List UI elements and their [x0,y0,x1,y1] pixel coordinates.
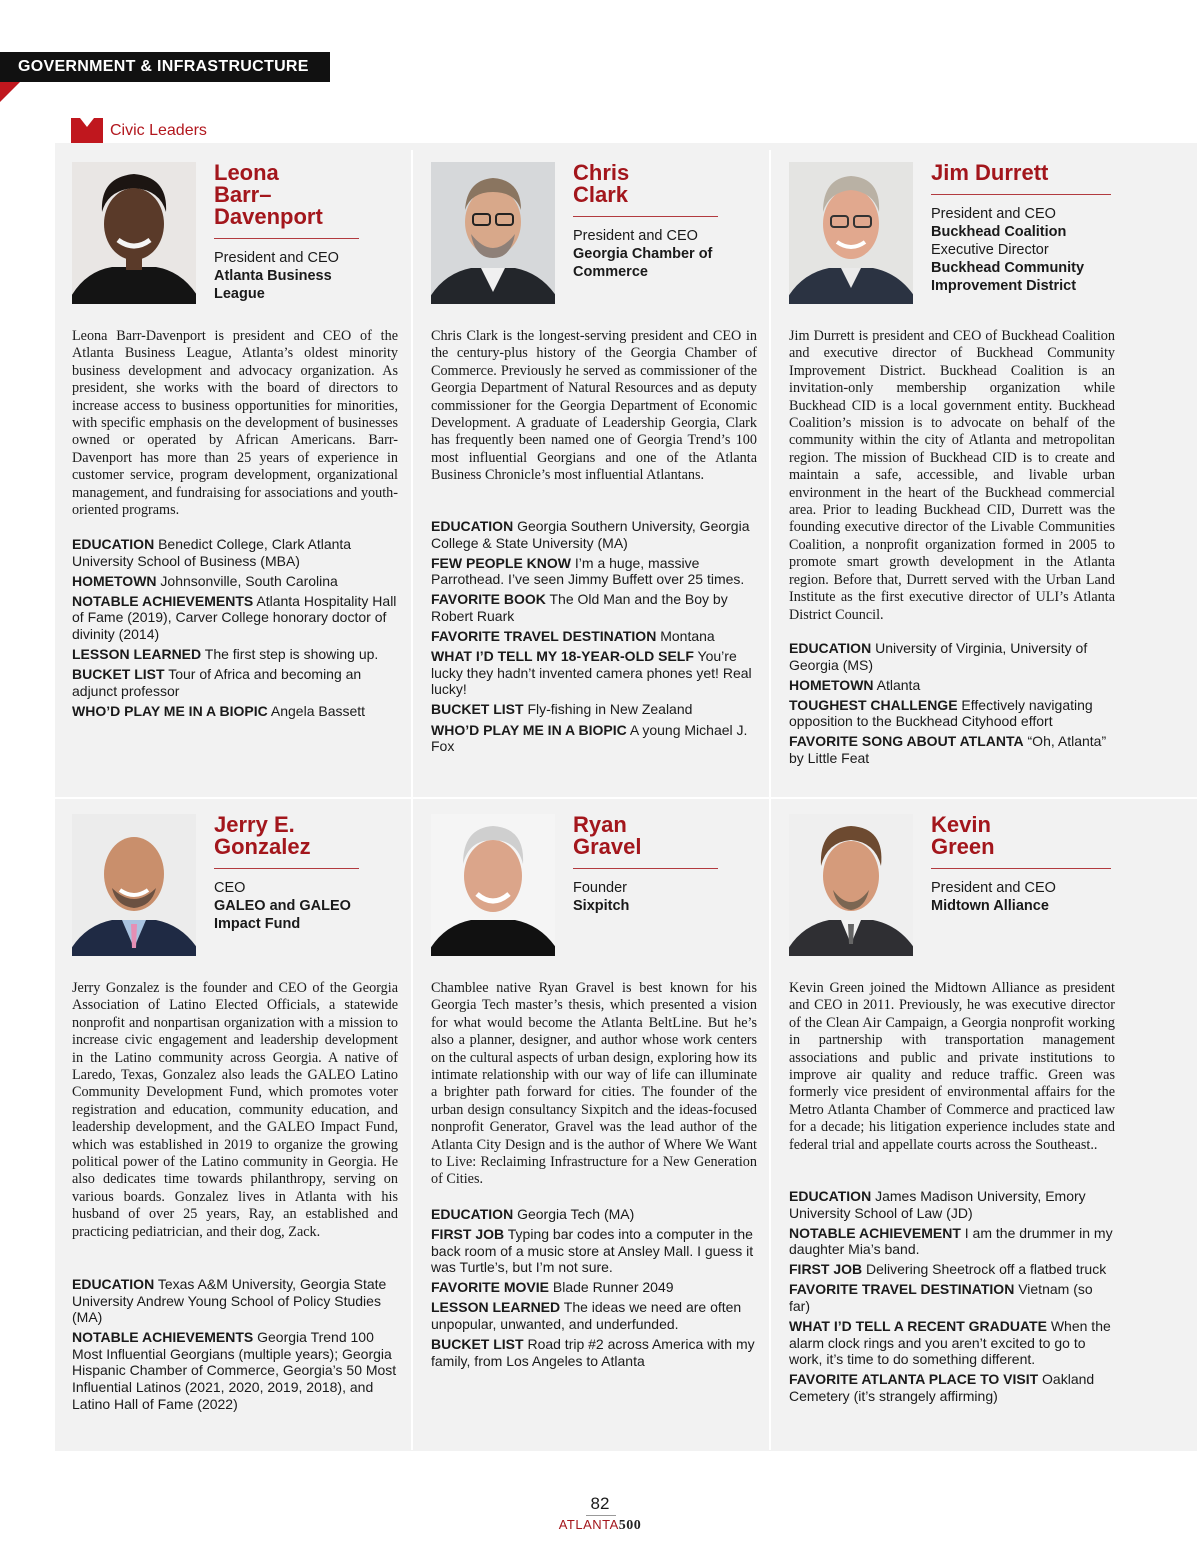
person-organization: Atlanta Business League [214,268,332,302]
fact-item: WHAT I’D TELL MY 18-YEAR-OLD SELF You’re lucky they hadn’t invented camera phones yet! Real lucky! [431,648,752,698]
name-rule [214,238,359,239]
fact-item: EDUCATION Georgia Southern University, Georgia College & State University (MA) [431,518,750,551]
fact-item: HOMETOWN Atlanta [789,676,921,693]
person-bio: Chris Clark is the longest-serving president and CEO in the century-plus history of the Georgia Chamber of Commerce. Previously he served as commissioner of the Georgia Department of Natural Resources and as deputy commissioner for the Georgia Department of Economic Development. A graduate of Leadership Georgia, Clark has frequently been named one of Georgia Trend’s 100 most influential Georgians and one of the Atlanta Business Chronicle’s most influential Atlantans. [431,328,757,484]
fact-item: BUCKET LIST Road trip #2 across America with my family, from Los Angeles to Atlanta [431,1336,755,1369]
portrait-photo [789,814,913,956]
fact-item: LESSON LEARNED The first step is showing up. [72,646,379,663]
person-name: Ryan Gravel [573,812,642,859]
person-title-2: Executive Director [931,242,1049,258]
name-rule [931,868,1111,869]
name-rule [573,868,718,869]
person-name: Chris Clark [573,160,630,207]
fact-item: FIRST JOB Delivering Sheetrock off a flatbed truck [789,1261,1107,1278]
fact-item: NOTABLE ACHIEVEMENTS Georgia Trend 100 Most Influential Georgians (multiple years); Georgia Hispanic Chamber of Commerce, Georgia’s 50 Most Influential Latinos (2021, 2020, 2019, 2018), and Latino Hall of Fame (2022) [72,1329,397,1412]
fact-item: EDUCATION Benedict College, Clark Atlanta University School of Business (MBA) [72,536,352,569]
fact-item: BUCKET LIST Fly-fishing in New Zealand [431,701,693,718]
person-title: President and CEO [931,880,1056,896]
column-divider [769,150,771,1450]
person-name: Jerry E. Gonzalez [214,812,311,859]
fact-item: WHO’D PLAY ME IN A BIOPIC A young Michael J. Fox [431,721,748,755]
fact-item: EDUCATION Texas A&M University, Georgia State University Andrew Young School of Policy Studies (MA) [72,1276,387,1326]
fact-list [789,1188,1115,1408]
fact-item: WHAT I’D TELL A RECENT GRADUATE When the alarm clock rings and you aren’t excited to go to work, it’s time to do something different. [789,1318,1111,1368]
fact-list [431,518,757,758]
profile-header [214,162,359,303]
person-title: CEO [214,880,246,896]
fact-item: NOTABLE ACHIEVEMENT I am the drummer in my daughter Mia’s band. [789,1224,1113,1258]
person-name: Jim Durrett [931,160,1049,185]
person-organization: Midtown Alliance [931,898,1049,914]
fact-item: WHO’D PLAY ME IN A BIOPIC Angela Bassett [72,702,366,719]
fact-list [789,640,1115,770]
person-bio: Kevin Green joined the Midtown Alliance as president and CEO in 2011. Previously, he was executive director of the Clean Air Campaign, a Georgia nonprofit working in partnership with transportation management associations and public and private institutions to improve air quality and reduce traffic. Green was formerly vice president of environmental affairs for the Metro Atlanta Chamber of Commerce and practiced law for a decade; his litigation experience includes state and federal trial and appellate courts across the Southeast.. [789,980,1115,1153]
fact-list [431,1206,757,1373]
fact-item: FEW PEOPLE KNOW I’m a huge, massive Parrothead. I’ve seen Jimmy Buffett over 25 times. [431,554,745,588]
person-organization-2: Buckhead Community Improvement District [931,260,1085,294]
fact-list [72,1276,398,1416]
person-bio: Chamblee native Ryan Gravel is best known for his Georgia Tech master’s thesis, which presented a vision for what would become the Atlanta BeltLine. But he’s also a planner, designer, and author whose work centers on the cultural aspects of urban design, exploring how its intimate relationship with our way of life can illuminate a brighter path forward for cities. The founder of the urban design consultancy Sixpitch and the ideas-focused nonprofit Generator, Gravel was the lead author of the Atlanta City Design and is the author of Where We Want to Live: Reclaiming Infrastructure for a New Generation of Cities. [431,980,757,1188]
red-corner-accent [0,82,20,102]
fact-item: HOMETOWN Johnsonville, South Carolina [72,572,338,589]
portrait-photo [72,814,196,956]
person-title: President and CEO [214,250,339,266]
person-organization: Sixpitch [573,898,630,914]
profile-header [214,814,359,933]
fact-item: EDUCATION University of Virginia, University of Georgia (MS) [789,640,1088,673]
column-divider [411,150,413,1450]
portrait-photo [431,814,555,956]
fact-item: FAVORITE TRAVEL DESTINATION Vietnam (so far) [789,1281,1093,1315]
fact-item: LESSON LEARNED The ideas we need are often unpopular, unwanted, and underfunded. [431,1299,742,1333]
profile-header [931,814,1076,915]
profile-header [573,814,718,915]
fact-item: NOTABLE ACHIEVEMENTS Atlanta Hospitality Hall of Fame (2019), Carver College honorary doctor of divinity (2014) [72,592,397,642]
name-rule [214,868,359,869]
fact-item: FAVORITE TRAVEL DESTINATION Montana [431,628,715,645]
person-organization: Georgia Chamber of Commerce [573,246,713,280]
fact-item: FAVORITE SONG ABOUT ATLANTA “Oh, Atlanta” by Little Feat [789,733,1107,767]
fact-item: TOUGHEST CHALLENGE Effectively navigating opposition to the Buckhead Cityhood effort [789,696,1093,730]
person-title: President and CEO [931,206,1056,222]
portrait-photo [431,162,555,304]
fact-item: BUCKET LIST Tour of Africa and becoming an adjunct professor [72,666,362,699]
fact-item: EDUCATION James Madison University, Emory University School of Law (JD) [789,1188,1086,1221]
profile-header [573,162,718,281]
fact-item: FIRST JOB Typing bar codes into a computer in the back room of a music store at Ansley Mall. I guess it was Turtle’s, but I’m not sure. [431,1226,754,1276]
profile-header [931,162,1111,295]
fact-list [72,536,398,723]
fact-item: FAVORITE ATLANTA PLACE TO VISIT Oakland Cemetery (it’s strangely affirming) [789,1371,1095,1405]
person-name: Kevin Green [931,812,995,859]
page-number-rule [586,1515,616,1516]
person-organization: GALEO and GALEO Impact Fund [214,898,351,932]
portrait-photo [72,162,196,304]
name-rule [931,194,1111,195]
fact-item: EDUCATION Georgia Tech (MA) [431,1206,635,1222]
person-title: Founder [573,880,628,896]
person-title: President and CEO [573,228,698,244]
row-divider [55,797,1197,799]
person-name: Leona Barr– Davenport [214,160,323,229]
name-rule [573,216,718,217]
section-tab: GOVERNMENT & INFRASTRUCTURE [0,52,330,82]
fact-item: FAVORITE MOVIE Blade Runner 2049 [431,1279,674,1296]
page-number: 82 [590,1494,610,1513]
person-bio: Leona Barr-Davenport is president and CEO of the Atlanta Business League, Atlanta’s oldest minority business development and advocacy organization. As president, she works with the board of directors to increase access to business opportunities for minorities, with specific emphasis on the development of businesses owned or operated by African Americans. Barr-Davenport has more than 25 years of experience in customer service, program development, organizational management, and fundraising for associations and youth-oriented programs. [72,328,398,519]
magazine-footer: ATLANTA500 [558,1517,642,1533]
portrait-photo [789,162,913,304]
person-bio: Jerry Gonzalez is the founder and CEO of the Georgia Association of Latino Elected Officials, a statewide nonprofit and nonpartisan organization with a mission to increase civic engagement and leadership development in the Latino community across Georgia. A native of Laredo, Texas, Gonzalez also leads the GALEO Latino Community Development Fund, which promotes voter registration and education, community education, and leadership development, and the GALEO Impact Fund, which was established in 2019 to organize the growing political power of the Latino community in Georgia. He also dedicates time towards philanthropy, serving on various boards. Gonzalez lives in Atlanta with his husband of over 25 years, Ray, an established and practicing pediatrician, and their dog, Zack. [72,980,398,1240]
section-label: Civic Leaders [110,122,207,139]
person-organization: Buckhead Coalition [931,224,1067,240]
fact-item: FAVORITE BOOK The Old Man and the Boy by Robert Ruark [431,591,728,624]
person-bio: Jim Durrett is president and CEO of Buckhead Coalition and executive director of Buckhead Community Improvement District. Buckhead Coalition is an invitation-only membership organization while Buckhead CID is a local government entity. Buckhead Coalition’s mission is to advocate on behalf of the community within the city of Atlanta and metropolitan region. The mission of Buckhead CID is to create and maintain a safe, accessible, and livable urban environment in the heart of the Buckhead commercial area. Prior to leading Buckhead CID, Durrett was the founding executive director of the Livable Communities Coalition, a nonprofit organization formed in 2005 to promote smart growth development in the Atlanta region. Before that, Durrett served with the Urban Land Institute as the first executive director of ULI’s Atlanta District Council. [789,328,1115,623]
